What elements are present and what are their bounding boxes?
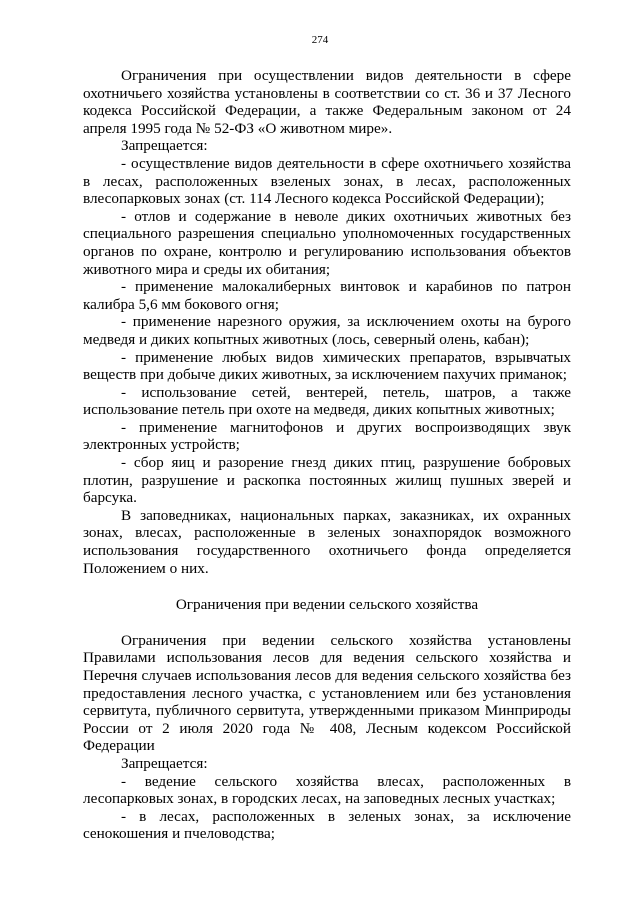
section1-prohibited-label: Запрещается:: [121, 137, 208, 155]
section1-item: - использование сетей, вентерей, петель, шатров, а также использование петель при охоте на медведя, диких копытных животных;: [83, 383, 571, 419]
section1-closing-paragraph: В заповедниках, национальных парках, заказниках, их охранных зонах, влесах, расположенные в зеленых зонахпорядок возможного использования государственного охотничьего фонда определяется Положением о них.: [83, 506, 571, 577]
section2-heading: Ограничения при ведении сельского хозяйства: [175, 596, 479, 614]
document-body: [83, 67, 571, 843]
section1-item: - применение магнитофонов и других воспроизводящих звук электронных устройств;: [83, 418, 571, 454]
section1-item: - осуществление видов деятельности в сфере охотничьего хозяйства в лесах, расположенных взеленых зонах, в лесах, расположенных влесопарковых зонах (ст. 114 Лесного кодекса Российской Федерации);: [83, 154, 571, 208]
section1-item: - применение нарезного оружия, за исключением охоты на бурого медведя и диких копытных животных (лось, северный олень, кабан);: [83, 313, 571, 348]
section1-item: - сбор яиц и разорение гнезд диких птиц, разрушение бобровых плотин, разрушение и раскопка постоянных жилищ пушных зверей и барсука.: [83, 454, 571, 507]
section2-item: - в лесах, расположенных в зеленых зонах, за исключение сенокошения и пчеловодства;: [83, 807, 571, 843]
section1-item: - применение малокалиберных винтовок и карабинов по патрон калибра 5,6 мм бокового огня;: [83, 278, 571, 313]
section1-intro-paragraph: Ограничения при осуществлении видов деятельности в сфере охотничьего хозяйства установлены в соответствии со ст. 36 и 37 Лесного кодекса Российской Федерации, а также Федеральным законом от 24 апреля 1995 года № 52-ФЗ «О животном мире».: [83, 67, 571, 137]
section1-item: - отлов и содержание в неволе диких охотничьих животных без специального разрешения специально уполномоченных государственных органов по охране, контролю и регулированию использования объектов животного мира и среды их обитания;: [83, 207, 571, 278]
page-number: 274: [311, 34, 329, 46]
section2-prohibited-label: Запрещается:: [121, 754, 208, 772]
section2-intro-paragraph: Ограничения при ведении сельского хозяйства установлены Правилами использования лесов для ведения сельского хозяйства и Перечня случаев использования лесов для ведения сельского хозяйства без предоставления лесного участка, с установлением или без установления сервитута, публичного сервитута, утвержденными приказом Минприроды России от 2 июля 2020 года № 408, Лесным кодексом Российской Федерации: [83, 631, 571, 755]
section1-item: - применение любых видов химических препаратов, взрывчатых веществ при добыче диких животных, за исключением пахучих приманок;: [83, 348, 571, 384]
section2-item: - ведение сельского хозяйства влесах, расположенных в лесопарковых зонах, в городских лесах, на заповедных лесных участках;: [83, 772, 571, 808]
